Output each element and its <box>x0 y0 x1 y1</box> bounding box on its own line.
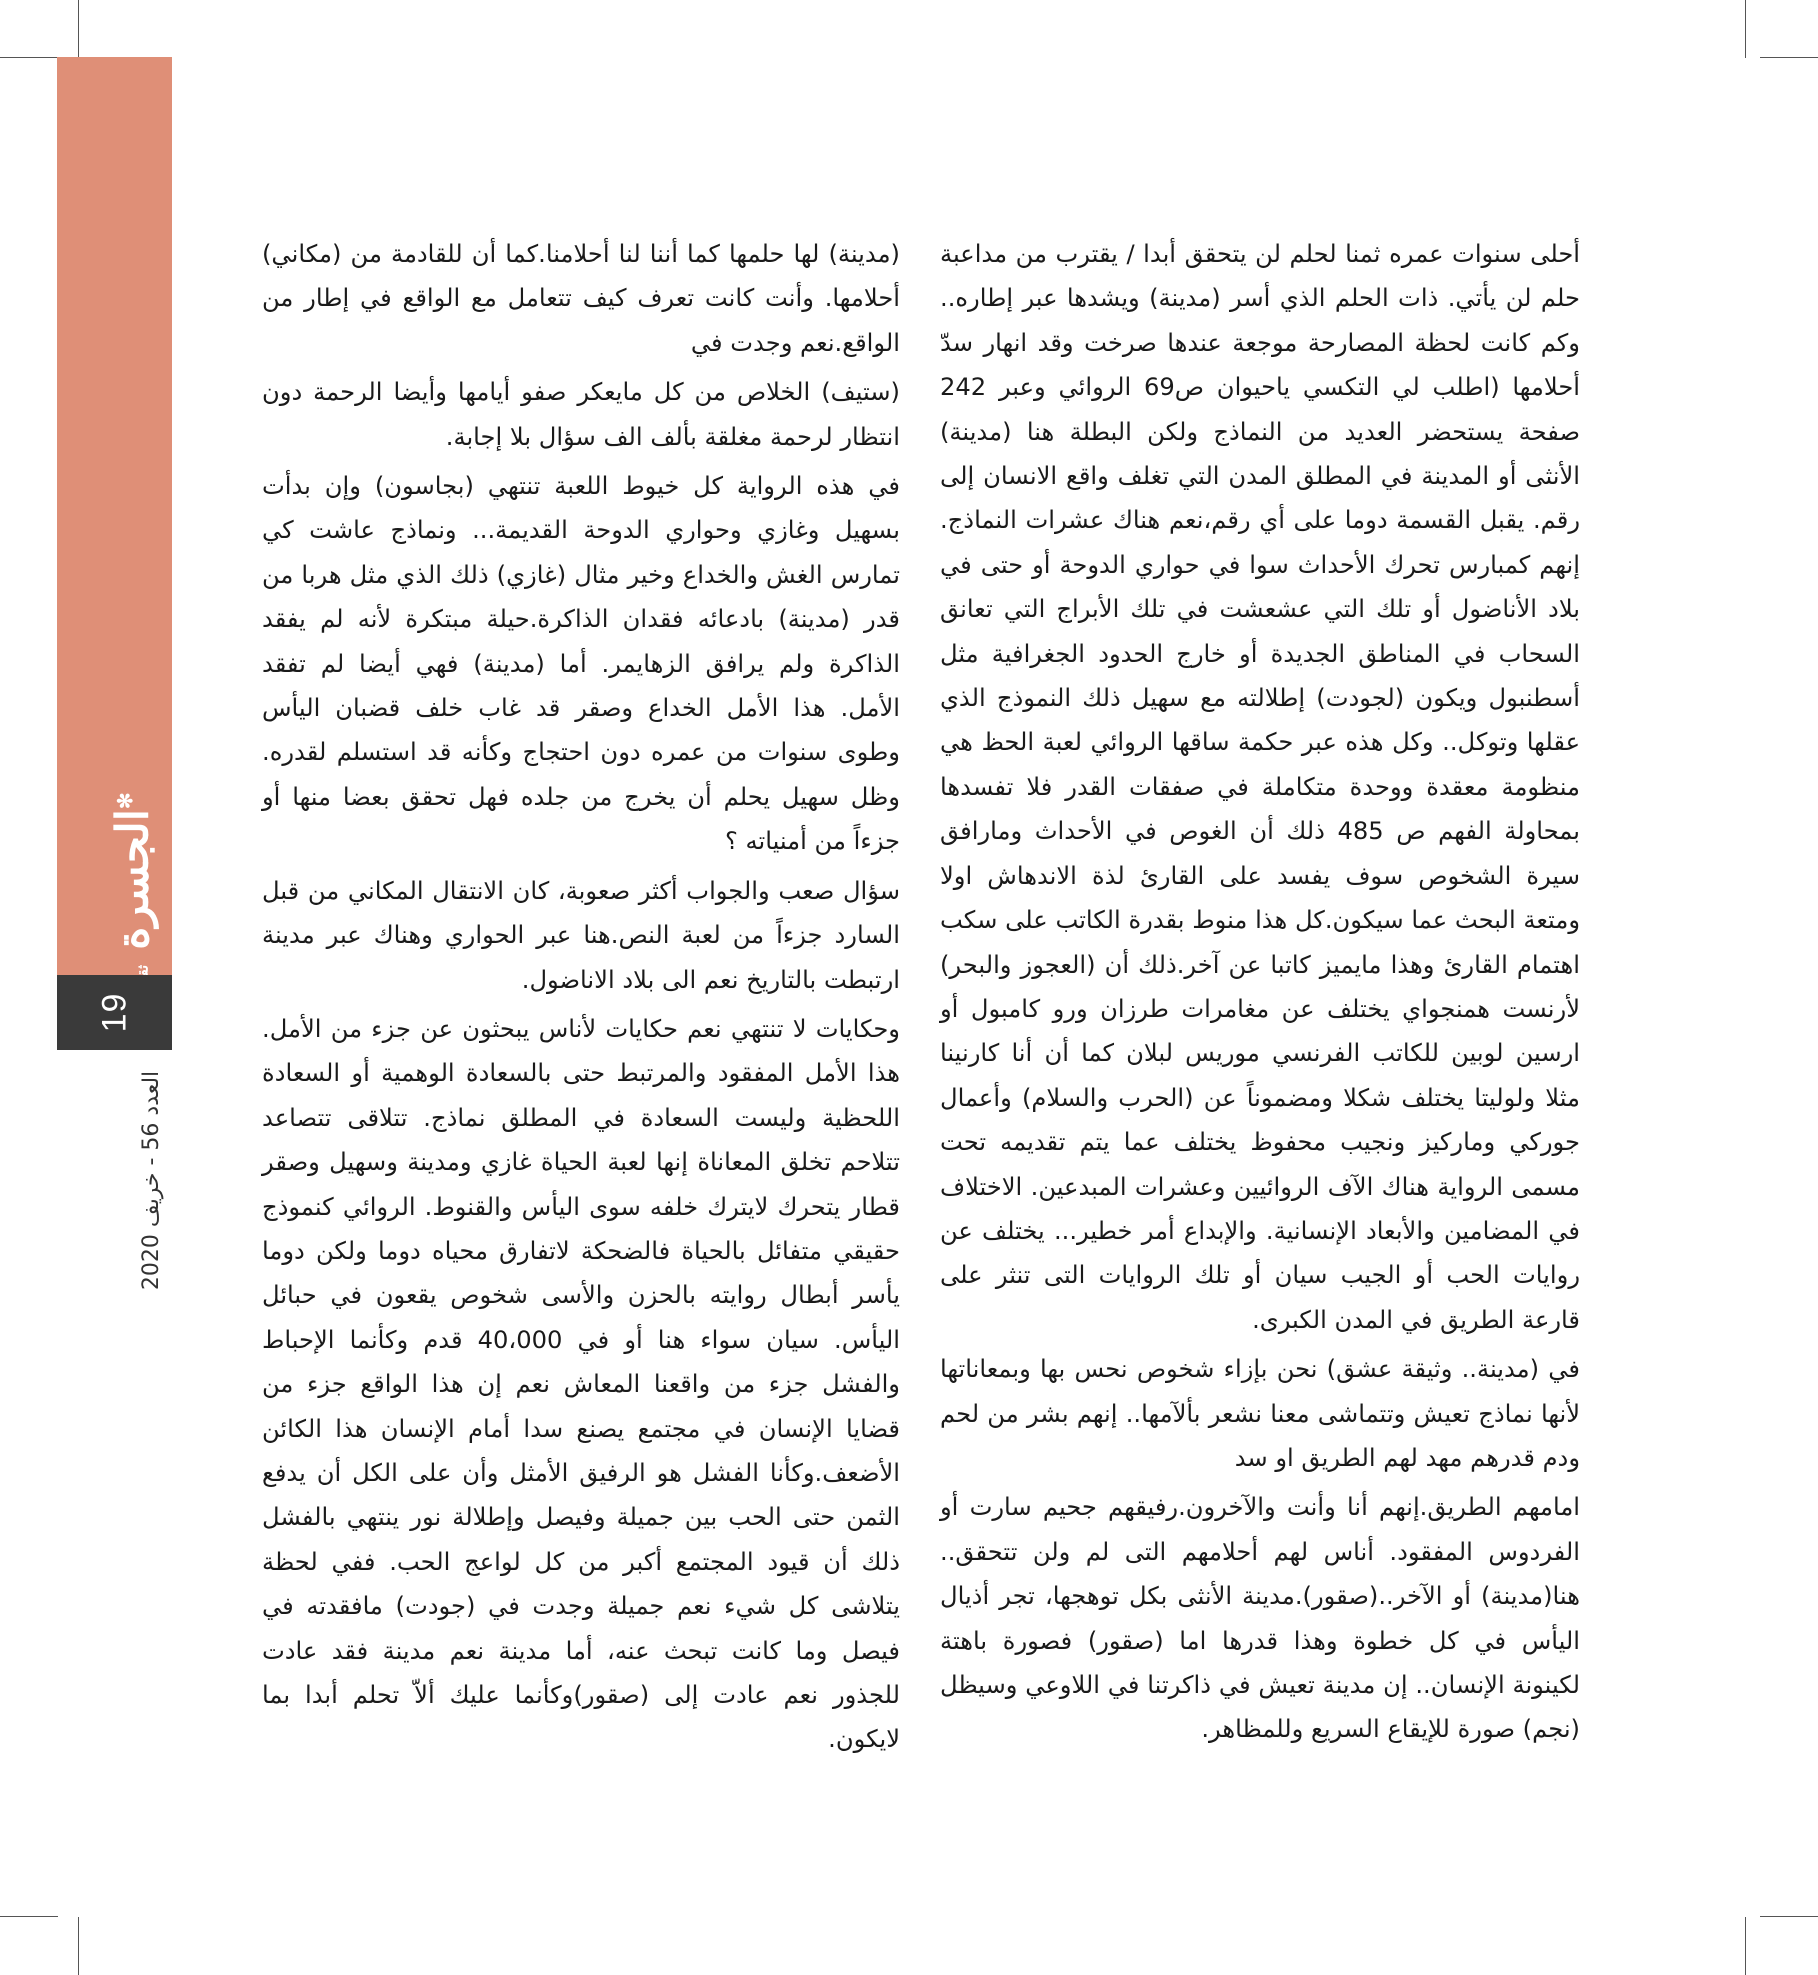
paragraph: (ستيف) الخلاص من كل مايعكر صفو أيامها وأيضا الرحمة دون انتظار لرحمة مغلقة بألف الف سؤال بلا إجابة. <box>262 378 900 451</box>
page-number-box <box>57 975 172 1050</box>
issue-line: العدد 56 - خريف 2020 <box>139 1070 165 1290</box>
paragraph: أحلى سنوات عمره ثمنا لحلم لن يتحقق أبدا / يقترب من مداعبة حلم لن يأتي. ذات الحلم الذي أسر (مدينة) ويشدها عبر إطاره.. وكم كانت لحظة المصارحة موجعة عندها صرخت وقد انهار سدّ أحلامها (اطلب لي التكسي ياحيوان ص69 الروائي وعبر 242 صفحة يستحضر العديد من النماذج ولكن البطلة هنا (مدينة) الأنثى أو المدينة في المطلق المدن التي تغلف واقع الانسان إلى رقم. يقبل القسمة دوما على أي رقم،نعم هناك عشرات النماذج. إنهم كمبارس تحرك الأحداث سوا في حواري الدوحة أو حتى في بلاد الأناضول أو تلك التي عشعشت في تلك الأبراج التي تعانق السحاب في المناطق الجديدة أو خارج الحدود الجغرافية مثل أسطنبول ويكون (لجودت) إطلالته مع سهيل ذلك النموذج الذي عقلها وتوكل.. وكل هذه عبر حكمة ساقها الروائي لعبة الحظ هي منظومة معقدة ووحدة متكاملة في صفقات القدر فلا تفسدها بمحاولة الفهم ص 485 ذلك أن الغوص في الأحداث ومارافق سيرة الشخوص سوف يفسد على القارئ لذة الاندهاش اولا ومتعة البحث عما سيكون.كل هذا منوط بقدرة الكاتب على سكب اهتمام القارئ وهذا مايميز كاتبا عن آخر.ذلك أن (العجوز والبحر) لأرنست همنجواي يختلف عن مغامرات طرزان ورو كامبول أو ارسين لوبين للكاتب الفرنسي موريس لبلان كما أن أنا كارنينا مثلا ولوليتا يختلف شكلا ومضموناً عن (الحرب والسلام) وأعمال جوركي وماركيز ونجيب محفوظ يختلف عما يتم تقديمه تحت مسمى الرواية هناك الآف الروائيين وعشرات المبدعين. الاختلاف في المضامين والأبعاد الإنسانية. والإبداع أمر خطير... يختلف عن روايات الحب أو الجيب سيان أو تلك الروايات التى تنثر على قارعة الطريق في المدن الكبرى. <box>940 240 1580 1334</box>
crop-mark <box>1760 1916 1818 1917</box>
paragraph: وحكايات لا تنتهي نعم حكايات لأناس يبحثون عن جزء من الأمل. هذا الأمل المفقود والمرتبط حتى بالسعادة الوهمية أو السعادة اللحظية وليست السعادة في المطلق نماذج. تتلاقى تتصاعد تتلاحم تخلق المعاناة إنها لعبة الحياة غازي ومدينة وسهيل وصقر قطار يتحرك لايترك خلفه سوى اليأس والقنوط. الروائي كنموذج حقيقي متفائل بالحياة فالضحكة لاتفارق محياه دوما ولكن دوما يأسر أبطال روايته بالحزن والأسى شخوص يقعون في حبائل اليأس. سيان سواء هنا أو في 40،000 قدم وكأنما الإحباط والفشل جزء من واقعنا المعاش نعم إن هذا الواقع جزء من قضايا الإنسان في مجتمع يصنع سدا أمام الإنسان هذا الكائن الأضعف.وكأنا الفشل هو الرفيق الأمثل وأن على الكل أن يدفع الثمن حتى الحب بين جميلة وفيصل وإطلالة نور ينتهي بالفشل ذلك أن قيود المجتمع أكبر من كل لواعج الحب. ففي لحظة يتلاشى كل شيء نعم جميلة وجدت في (جودت) مافقدته في فيصل وما كانت تبحث عنه، أما مدينة نعم مدينة فقد عادت للجذور نعم عادت إلى (صقور)وكأنما عليك ألاّ تحلم أبدا بما لايكون. <box>262 1014 901 1754</box>
crop-mark <box>0 57 58 58</box>
paragraph: في (مدينة.. وثيقة عشق) نحن بإزاء شخوص نحس بها وبمعاناتها لأنها نماذج تعيش وتتماشى معنا نشعر بألآمها.. إنهم بشر من لحم ودم قدرهم مهد لهم الطريق او سد <box>940 1355 1580 1472</box>
crop-mark <box>78 0 79 58</box>
paragraph: امامهم الطريق.إنهم أنا وأنت والآخرون.رفيقهم جحيم سارت أو الفردوس المفقود. أناس لهم أحلامهم التى لم ولن تتحقق.. هنا(مدينة) أو الآخر..(صقور).مدينة الأنثى بكل توهجها، تجر أذيال اليأس في كل خطوة وهذا قدرها اما (صقور) فصورة باهتة لكينونة الإنسان.. إن مدينة تعيش في ذاكرتنا في اللاوعي وسيظل (نجم) صورة للإيقاع السريع وللمظاهر. <box>940 1493 1580 1744</box>
paragraph: (مدينة) لها حلمها كما أننا لنا أحلامنا.كما أن للقادمة من (مكاني) أحلامها. وأنت كانت تعرف كيف تتعامل مع الواقع في إطار من الواقع.نعم وجدت في <box>262 240 900 357</box>
paragraph: سؤال صعب والجواب أكثر صعوبة، كان الانتقال المكاني من قبل السارد جزءاً من لعبة النص.هنا عبر الحواري وهناك عبر مدينة ارتبطت بالتاريخ نعم الى بلاد الاناضول. <box>262 876 900 994</box>
crop-mark <box>0 1916 58 1917</box>
logo-text: الجسرة <box>107 808 159 950</box>
logo-star-icon: ✻ <box>112 791 137 809</box>
issue-info <box>132 1060 172 1300</box>
crop-mark <box>1760 57 1818 58</box>
article-column-right <box>940 232 1580 1757</box>
page-number: 19 <box>94 992 133 1033</box>
crop-mark <box>1745 1917 1746 1975</box>
crop-mark <box>78 1917 79 1975</box>
article-column-left <box>262 232 900 1767</box>
magazine-logo <box>98 791 168 960</box>
paragraph: في هذه الرواية كل خيوط اللعبة تنتهي (بجاسون) وإن بدأت بسهيل وغازي وحواري الدوحة القديمة... ونماذج عاشت كي تمارس الغش والخداع وخير مثال (غازي) ذلك الذي مثل هربا من قدر (مدينة) بادعائه فقدان الذاكرة.حيلة مبتكرة لأنه لم يفقد الذاكرة ولم يرافق الزهايمر. أما (مدينة) فهي أيضا لم تفقد الأمل. هذا الأمل الخداع وصقر قد غاب خلف قضبان اليأس وطوى سنوات من عمره دون احتجاج وكأنه قد استسلم لقدره. وظل سهيل يحلم أن يخرج من جلده فهل تحقق بعضا منها أو جزءاً من أمنياته ؟ <box>262 472 900 856</box>
crop-mark <box>1745 0 1746 58</box>
